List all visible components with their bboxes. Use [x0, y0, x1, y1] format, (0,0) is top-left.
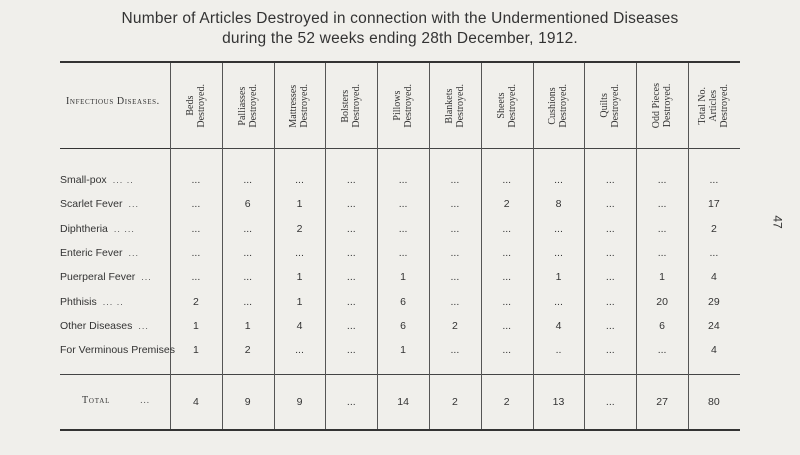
table-title-line-1: Number of Articles Destroyed in connection with the Undermentioned Diseases	[121, 10, 679, 27]
table-cell: 2	[503, 198, 510, 211]
column-header	[533, 64, 585, 148]
row-label-text: Small-pox	[60, 174, 107, 186]
total-rule	[60, 374, 740, 375]
table-cell: ...	[605, 344, 615, 357]
total-cell: 14	[397, 396, 409, 408]
table-cell: ...	[450, 198, 460, 211]
table-cell: ...	[346, 271, 356, 284]
table-cell: ...	[605, 246, 615, 259]
column-header	[481, 64, 533, 148]
table-cell: 2	[244, 344, 251, 357]
table-cell: ...	[191, 271, 201, 284]
table-cell: 29	[708, 295, 720, 308]
leader-dots: ...	[141, 272, 152, 283]
column-header	[584, 64, 636, 148]
table-cell: ...	[450, 222, 460, 235]
total-cell: 80	[708, 396, 720, 408]
leader-dots: ...	[138, 320, 149, 331]
table-cell: ...	[243, 295, 253, 308]
table-cell: ...	[502, 246, 512, 259]
total-cell: 9	[244, 396, 251, 408]
table-cell: ...	[243, 222, 253, 235]
table-cell: ...	[502, 271, 512, 284]
column-header	[636, 64, 688, 148]
table-cell: ...	[398, 222, 408, 235]
table-cell: 1	[659, 271, 665, 284]
row-label-text: For Verminous Premises	[60, 344, 175, 357]
table-cell: ...	[554, 295, 563, 308]
total-label-text: Total	[82, 395, 111, 406]
leader-dots: ...	[128, 199, 139, 210]
row-label	[60, 223, 135, 235]
table-cell: ...	[191, 246, 201, 259]
table-cell: ...	[346, 246, 356, 259]
row-label-text: Enteric Fever	[60, 246, 123, 259]
row-label	[60, 174, 134, 186]
table-cell: 20	[656, 295, 668, 308]
header-rule	[170, 148, 740, 149]
column-header-label: Cushions Destroyed.	[547, 84, 570, 128]
row-label-text: Other Diseases	[60, 319, 133, 332]
column-header-label: Total No. Articles Destroyed.	[697, 84, 731, 128]
row-label-text: Diphtheria	[60, 222, 108, 235]
table-cell: 1	[296, 271, 303, 284]
table-cell: ...	[398, 198, 408, 211]
table-cell: ...	[191, 174, 201, 186]
table-cell: ...	[450, 246, 460, 259]
table-cell: 1	[296, 295, 303, 308]
total-cell: 2	[503, 396, 510, 408]
table-cell: ...	[502, 174, 512, 186]
row-label	[60, 296, 124, 308]
row-label-text: Scarlet Fever	[60, 198, 123, 211]
table-cell: 6	[244, 198, 251, 211]
table-cell: 6	[400, 319, 406, 332]
table-cell: ...	[554, 222, 563, 235]
table-cell: ...	[709, 174, 719, 186]
column-header	[377, 64, 429, 148]
column-header-label: Odd Pieces Destroyed.	[651, 83, 674, 129]
table-cell: ...	[605, 222, 615, 235]
column-header	[170, 64, 222, 148]
table-cell: ...	[346, 198, 356, 211]
table-cell: 1	[192, 319, 199, 332]
bottom-rule	[60, 429, 740, 431]
table-cell: 17	[708, 198, 720, 211]
column-header-label: Beds Destroyed.	[184, 84, 207, 128]
header-rule-left	[60, 148, 170, 149]
table-cell: 1	[192, 344, 199, 357]
column-header-label: Pillows Destroyed.	[392, 84, 415, 128]
table-cell: 24	[708, 319, 720, 332]
page-number: 47	[770, 215, 785, 229]
table-cell: 2	[710, 222, 717, 235]
column-header	[688, 64, 740, 148]
row-label	[60, 271, 152, 283]
table-cell: ...	[346, 344, 356, 357]
table-cell: ...	[295, 174, 304, 186]
table-cell: ...	[657, 246, 667, 259]
column-header-label: Blankets Destroyed.	[443, 84, 466, 128]
table-cell: ...	[657, 344, 667, 357]
table-cell: 4	[710, 271, 717, 284]
table-cell: ...	[657, 222, 667, 235]
row-label	[60, 247, 139, 259]
table-cell: ...	[243, 246, 253, 259]
table-cell: ...	[605, 319, 615, 332]
table-cell: ...	[191, 198, 201, 211]
disease-column-header: Infectious Diseases.	[66, 96, 160, 107]
column-header-label: Mattresses Destroyed.	[288, 84, 311, 128]
column-header-label: Quilts Destroyed.	[599, 84, 622, 128]
table-cell: 6	[659, 319, 665, 332]
table-cell: ...	[450, 344, 460, 357]
column-header-label: Sheets Destroyed.	[495, 84, 518, 128]
total-cell: 2	[451, 396, 458, 408]
table-cell: ...	[605, 174, 615, 186]
table-cell: ...	[657, 174, 667, 186]
table-cell: 4	[296, 319, 303, 332]
table-cell: ...	[398, 246, 408, 259]
table-cell: ...	[502, 319, 512, 332]
column-header	[274, 64, 326, 148]
table-cell: ...	[346, 222, 356, 235]
row-label	[60, 198, 139, 210]
column-header-label: Palliasses Destroyed.	[236, 84, 259, 128]
table-cell: 1	[244, 319, 251, 332]
table-cell: 1	[400, 344, 406, 357]
leader-dots: ...	[140, 395, 150, 405]
table-cell: ...	[243, 174, 253, 186]
total-cell: ...	[346, 396, 356, 408]
total-cell: 4	[192, 396, 199, 408]
table-cell: ...	[346, 295, 356, 308]
column-header	[222, 64, 274, 148]
top-rule	[60, 61, 740, 63]
total-cell: 13	[552, 396, 565, 408]
table-cell: ...	[191, 222, 201, 235]
table-cell: 2	[296, 222, 303, 235]
table-cell: 2	[192, 295, 199, 308]
row-label	[60, 344, 175, 356]
table-cell: ...	[243, 271, 253, 284]
table-cell: ...	[450, 174, 460, 186]
total-label	[82, 395, 150, 406]
row-label	[60, 320, 149, 332]
table-cell: ...	[502, 344, 512, 357]
total-cell: ...	[605, 396, 615, 408]
table-cell: 1	[400, 271, 406, 284]
table-cell: ...	[295, 246, 304, 259]
table-cell: 1	[555, 271, 562, 284]
leader-dots: .. ...	[113, 223, 135, 234]
table-cell: ...	[398, 174, 408, 186]
column-header-label: Bolsters Destroyed.	[340, 84, 363, 128]
table-cell: ...	[450, 295, 460, 308]
table-cell: ..	[555, 344, 562, 357]
table-cell: ...	[346, 319, 356, 332]
table-cell: ...	[605, 295, 615, 308]
table-cell: 2	[451, 319, 458, 332]
table-cell: ...	[605, 271, 615, 284]
table-cell: 6	[400, 295, 406, 308]
table-cell: ...	[502, 295, 512, 308]
leader-dots: ... ..	[112, 175, 134, 185]
table-cell: ...	[295, 344, 304, 357]
table-cell: 4	[710, 344, 717, 357]
table-cell: ...	[657, 198, 667, 211]
table-cell: 1	[296, 198, 303, 211]
table-cell: ...	[450, 271, 460, 284]
table-cell: ...	[346, 174, 356, 186]
table-cell: 8	[555, 198, 562, 211]
table-cell: 4	[555, 319, 562, 332]
row-label-text: Phthisis	[60, 295, 97, 308]
table-title-line-2: during the 52 weeks ending 28th December, 1912.	[222, 30, 578, 47]
table-cell: ...	[554, 174, 563, 186]
leader-dots: ... ..	[102, 296, 124, 307]
table-cell: ...	[502, 222, 512, 235]
row-label-text: Puerperal Fever	[60, 271, 136, 284]
column-header	[429, 64, 481, 148]
table-cell: ...	[709, 246, 719, 259]
total-cell: 27	[656, 396, 668, 408]
table-cell: ...	[554, 246, 563, 259]
leader-dots: ...	[128, 247, 139, 258]
total-cell: 9	[296, 396, 303, 408]
table-cell: ...	[605, 198, 615, 211]
column-header	[325, 64, 377, 148]
